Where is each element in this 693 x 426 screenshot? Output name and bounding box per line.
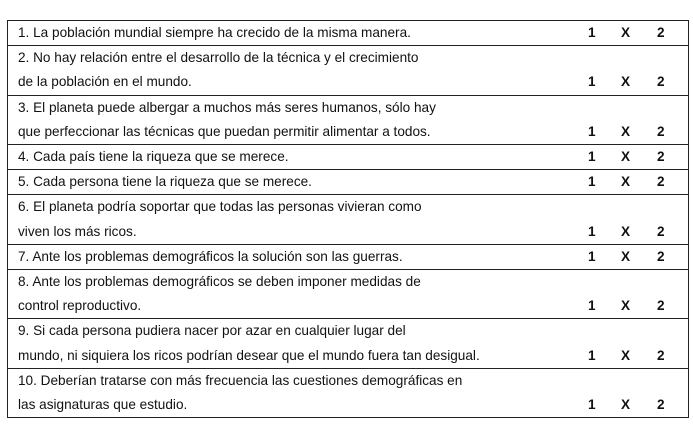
option-2[interactable]: 2: [657, 21, 689, 46]
option-2[interactable]: 2: [657, 46, 689, 95]
option-x[interactable]: X: [621, 319, 657, 368]
statement-cell: [8, 145, 587, 170]
option-x[interactable]: X: [621, 170, 657, 195]
statement-text: 2. No hay relación entre el desarrollo de la técnica y el crecimiento: [18, 50, 419, 66]
option-x[interactable]: X: [621, 244, 657, 269]
statement-text: 6. El planeta podría soportar que todas las personas vivieran como: [18, 199, 422, 215]
statement-text: que perfeccionar las técnicas que puedan permitir alimentar a todos.: [18, 123, 431, 139]
survey-row: [8, 95, 689, 144]
option-x[interactable]: X: [621, 95, 657, 144]
statement-text: 4. Cada país tiene la riqueza que se merece.: [18, 149, 289, 165]
statement-text: viven los más ricos.: [18, 223, 137, 239]
option-1[interactable]: 1: [586, 368, 621, 417]
option-2[interactable]: 2: [657, 270, 689, 319]
option-2[interactable]: 2: [657, 319, 689, 368]
option-1[interactable]: 1: [586, 145, 621, 170]
statement-cell: [8, 270, 587, 319]
survey-row: [8, 46, 689, 95]
statement-cell: [8, 195, 587, 244]
option-x[interactable]: X: [621, 145, 657, 170]
statement-cell: [8, 21, 587, 46]
statement-text: 1. La población mundial siempre ha crecido de la misma manera.: [18, 25, 411, 40]
option-2[interactable]: 2: [657, 145, 689, 170]
option-1[interactable]: 1: [586, 170, 621, 195]
statement-cell: [8, 244, 587, 269]
option-1[interactable]: 1: [586, 270, 621, 319]
statement-text: las asignaturas que estudio.: [18, 397, 188, 413]
statement-text: mundo, ni siquiera los ricos podrían desear que el mundo fuera tan desigual.: [18, 347, 480, 363]
statement-cell: [8, 319, 587, 368]
option-1[interactable]: 1: [586, 319, 621, 368]
option-1[interactable]: 1: [586, 244, 621, 269]
survey-row: [8, 319, 689, 368]
statement-text: 5. Cada persona tiene la riqueza que se merece.: [18, 174, 312, 190]
option-2[interactable]: 2: [657, 368, 689, 417]
statement-cell: [8, 170, 587, 195]
statement-cell: [8, 95, 587, 144]
statement-cell: [8, 368, 587, 417]
survey-row: [8, 170, 689, 195]
option-x[interactable]: X: [621, 21, 657, 46]
option-2[interactable]: 2: [657, 170, 689, 195]
option-1[interactable]: 1: [586, 21, 621, 46]
survey-row: [8, 195, 689, 244]
survey-body: [8, 21, 689, 418]
option-2[interactable]: 2: [657, 95, 689, 144]
statement-cell: [8, 46, 587, 95]
statement-text: de la población en el mundo.: [18, 74, 192, 90]
option-2[interactable]: 2: [657, 195, 689, 244]
option-2[interactable]: 2: [657, 244, 689, 269]
survey-row: [8, 145, 689, 170]
statement-text: 10. Deberían tratarse con más frecuencia las cuestiones demográficas en: [18, 372, 463, 388]
statement-text: 3. El planeta puede albergar a muchos más seres humanos, sólo hay: [18, 99, 436, 115]
option-1[interactable]: 1: [586, 95, 621, 144]
option-x[interactable]: X: [621, 195, 657, 244]
option-x[interactable]: X: [621, 368, 657, 417]
option-x[interactable]: X: [621, 270, 657, 319]
survey-row: [8, 244, 689, 269]
option-1[interactable]: 1: [586, 195, 621, 244]
survey-row: [8, 270, 689, 319]
statement-text: control reproductivo.: [18, 298, 142, 314]
option-1[interactable]: 1: [586, 46, 621, 95]
statement-text: 9. Si cada persona pudiera nacer por azar en cualquier lugar del: [18, 323, 406, 339]
survey-row: [8, 368, 689, 417]
statement-text: 7. Ante los problemas demográficos la solución son las guerras.: [18, 248, 403, 264]
survey-table: [7, 20, 689, 418]
survey-row: [8, 21, 689, 46]
option-x[interactable]: X: [621, 46, 657, 95]
statement-text: 8. Ante los problemas demográficos se deben imponer medidas de: [18, 274, 421, 290]
